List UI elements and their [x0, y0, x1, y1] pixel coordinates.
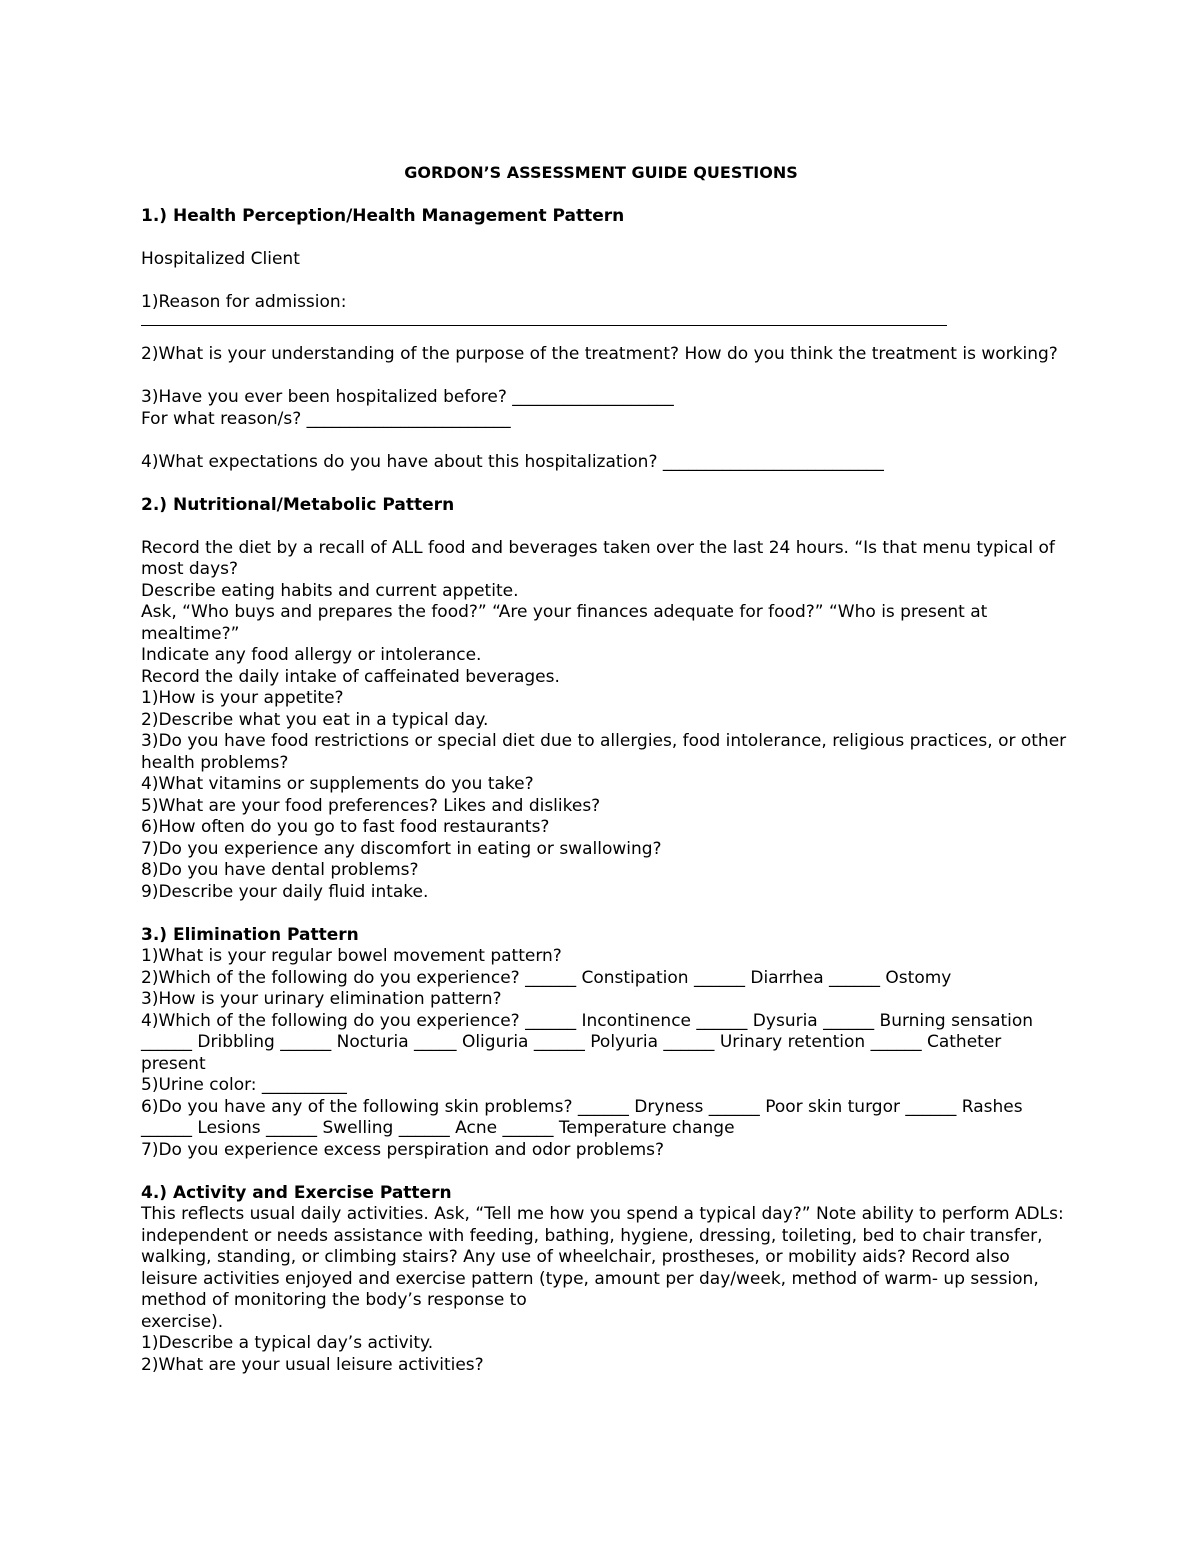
section-3-question: 2)Which of the following do you experience? ______ Constipation ______ Diarrhea ______ Ostomy — [141, 967, 952, 988]
section-4-question: 2)What are your usual leisure activities? — [141, 1354, 484, 1375]
section-1-question-2: 2)What is your understanding of the purpose of the treatment? How do you think the treatment is working? — [141, 344, 1058, 364]
section-2-question: 7)Do you experience any discomfort in eating or swallowing? — [141, 838, 662, 859]
answer-line — [141, 313, 947, 326]
section-3-question: 4)Which of the following do you experience? ______ Incontinence ______ Dysuria ______ Burning sensation ______ Dribbling ______ Nocturia _____ Oliguria ______ Polyuria ______ Urinary retention ______ Catheter present — [141, 1010, 1039, 1074]
section-2-question: 2)Describe what you eat in a typical day. — [141, 709, 489, 730]
section-1-question-1: 1)Reason for admission: — [141, 291, 347, 312]
section-1-question-4: 4)What expectations do you have about this hospitalization? __________________________ — [141, 451, 884, 472]
section-2-line: Record the diet by a recall of ALL food and beverages taken over the last 24 hours. “Is that menu typical of most days? — [141, 537, 1061, 579]
document-body — [141, 162, 1071, 1376]
section-1-question-3-reason: For what reason/s? ________________________ — [141, 408, 511, 429]
section-4-question: 1)Describe a typical day’s activity. — [141, 1333, 434, 1353]
section-2-question: 8)Do you have dental problems? — [141, 860, 419, 880]
section-2-question: 6)How often do you go to fast food restaurants? — [141, 817, 550, 837]
section-2-line: Ask, “Who buys and prepares the food?” “Are your finances adequate for food?” “Who is present at mealtime?” — [141, 602, 993, 644]
section-2-line: Describe eating habits and current appetite. — [141, 580, 519, 601]
section-3-question: 7)Do you experience excess perspiration and odor problems? — [141, 1139, 665, 1160]
section-2-line: Record the daily intake of caffeinated beverages. — [141, 666, 560, 687]
section-2-line: Indicate any food allergy or intolerance. — [141, 645, 482, 665]
section-3-question: 6)Do you have any of the following skin problems? ______ Dryness ______ Poor skin turgor ______ Rashes ______ Lesions ______ Swelling ______ Acne ______ Temperature change — [141, 1096, 1028, 1138]
section-2-heading: 2.) Nutritional/Metabolic Pattern — [141, 494, 455, 515]
section-2-question: 3)Do you have food restrictions or special diet due to allergies, food intolerance, religious practices, or other health problems? — [141, 731, 1072, 773]
section-2-question: 9)Describe your daily fluid intake. — [141, 881, 429, 902]
section-2-question: 1)How is your appetite? — [141, 688, 344, 708]
section-1-heading: 1.) Health Perception/Health Management Pattern — [141, 205, 625, 226]
section-3-question: 1)What is your regular bowel movement pattern? — [141, 946, 562, 966]
section-3-heading: 3.) Elimination Pattern — [141, 924, 359, 945]
section-2-question: 4)What vitamins or supplements do you take? — [141, 774, 534, 794]
section-4-intro-end: exercise). — [141, 1311, 224, 1332]
section-4-intro: This reflects usual daily activities. Ask, “Tell me how you spend a typical day?” Note ability to perform ADLs: independent or needs assistance with feeding, bathing, hygiene, dressing, toileting, bed to chair transfer, walking, standing, or climbing stairs? Any use of wheelchair, prostheses, or mobility aids? Record also leisure activities enjoyed and exercise pattern (type, amount per day/week, method of warm- up session, method of monitoring the body’s response to — [141, 1204, 1070, 1310]
section-2-question: 5)What are your food preferences? Likes and dislikes? — [141, 795, 601, 816]
section-3-question: 3)How is your urinary elimination pattern? — [141, 989, 502, 1009]
section-3-question: 5)Urine color: __________ — [141, 1075, 347, 1095]
section-1-subheading: Hospitalized Client — [141, 248, 300, 269]
section-1-question-3: 3)Have you ever been hospitalized before? ___________________ — [141, 387, 674, 407]
document-title: GORDON’S ASSESSMENT GUIDE QUESTIONS — [404, 163, 798, 182]
section-4-heading: 4.) Activity and Exercise Pattern — [141, 1182, 452, 1203]
